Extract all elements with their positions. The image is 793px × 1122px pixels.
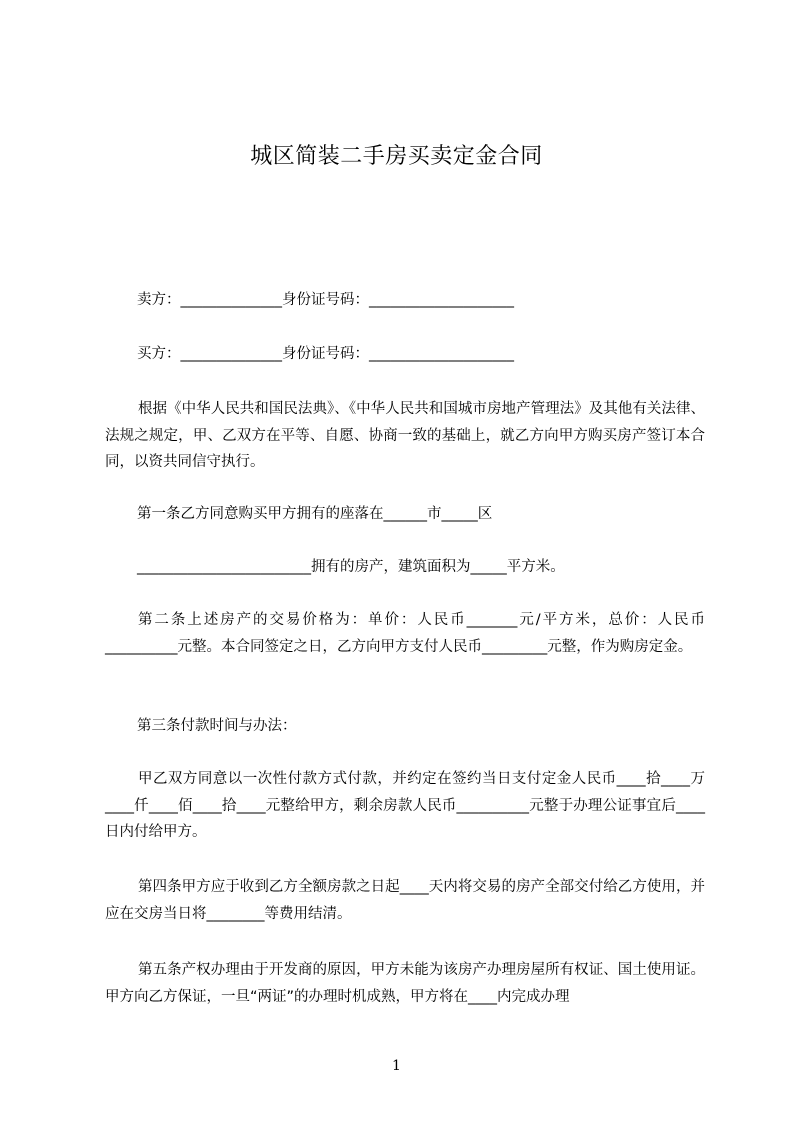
- document-title: 城区简装二手房买卖定金合同: [250, 144, 543, 169]
- buyer-line: 买方：______________身份证号码：____________________: [137, 346, 514, 362]
- article-4-paragraph: 第四条甲方应于收到乙方全额房款之日起____天内将交易的房产全部交付给乙方使用，并应在交房当日将________等费用结清。: [105, 879, 705, 922]
- article-5-paragraph: 第五条产权办理由于开发商的原因，甲方未能为该房产办理房屋所有权证、国土使用证。甲方向乙方保证，一旦“两证”的办理时机成熟，甲方将在____内完成办理: [105, 962, 705, 1005]
- page-number: 1: [392, 1058, 401, 1074]
- seller-line: 卖方：______________身份证号码：____________________: [137, 292, 514, 308]
- preamble-paragraph: 根据《中华人民共和国民法典》、《中华人民共和国城市房地产管理法》及其他有关法律、法规之规定，甲、乙双方在平等、自愿、协商一致的基础上，就乙方向甲方购买房产签订本合同，以资共同信守执行。: [105, 401, 705, 470]
- article-1-line-2: ________________________拥有的房产，建筑面积为_____平方米。: [137, 559, 565, 575]
- article-2-paragraph: 第二条上述房产的交易价格为：单价：人民币_______元/平方米，总价：人民币__________元整。本合同签定之日，乙方向甲方支付人民币_________元整，作为购房定金。: [105, 612, 705, 655]
- article-3-heading: 第三条付款时间与办法：: [137, 718, 297, 734]
- article-1-line-1: 第一条乙方同意购买甲方拥有的座落在______市_____区: [137, 506, 493, 522]
- article-3-body: 甲乙双方同意以一次性付款方式付款，并约定在签约当日支付定金人民币____拾____万____仟____佰____拾____元整给甲方，剩余房款人民币__________元整于办理公证事宜后____日内付给甲方。: [105, 771, 705, 840]
